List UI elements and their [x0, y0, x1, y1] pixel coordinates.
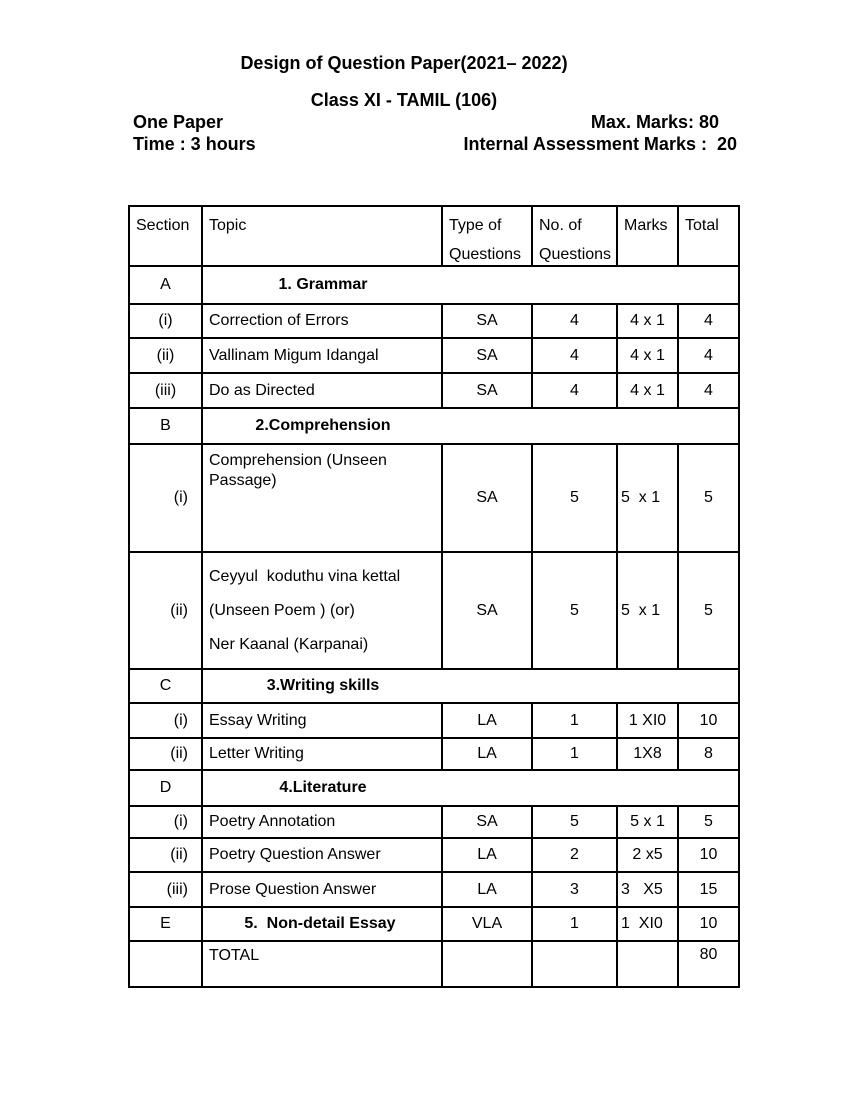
topic-line: Ceyyul koduthu vina kettal [209, 567, 401, 585]
type-cell: VLA [443, 908, 533, 940]
column-header-cell [618, 207, 679, 265]
section-cell: (iii) [130, 374, 203, 407]
topic-cell [203, 873, 443, 906]
table-row [130, 670, 738, 704]
topic-line: Ner Kaanal (Karpanai) [209, 635, 369, 653]
total-cell: 80 [699, 946, 718, 963]
section-cell: (iii) [130, 873, 203, 906]
section-cell: (ii) [130, 839, 203, 871]
total-cell: 5 [704, 813, 713, 830]
type-cell [443, 942, 533, 986]
column-header-cell [533, 207, 618, 265]
topic-cell [203, 839, 443, 871]
column-header-line: Questions [449, 246, 522, 263]
column-header-cell [679, 207, 738, 265]
page-subtitle: Class XI - TAMIL (106) [310, 90, 498, 110]
topic-cell [203, 807, 443, 837]
type-cell: LA [443, 704, 533, 737]
section-cell: E [130, 908, 203, 940]
table-row [130, 873, 738, 908]
section-title: 1. Grammar [278, 276, 368, 293]
total-cell: 10 [699, 915, 718, 932]
section-title: 2.Comprehension [255, 417, 391, 434]
type-cell: LA [443, 839, 533, 871]
type-cell: SA [443, 339, 533, 372]
table-row [130, 409, 738, 445]
marks-cell [618, 942, 679, 986]
design-table [128, 205, 740, 988]
table-row [130, 807, 738, 839]
marks-cell: 1 XI0 [618, 704, 679, 737]
total-cell: 5 [704, 601, 713, 619]
section-cell: (ii) [130, 339, 203, 372]
column-header-cell [203, 207, 443, 265]
num-questions-cell: 5 [533, 445, 618, 551]
topic-line: Vallinam Migum Idangal [209, 346, 379, 364]
column-header-cell [130, 207, 203, 265]
page-title: Design of Question Paper(2021– 2022) [240, 53, 568, 73]
column-header-cell [443, 207, 533, 265]
table-row [130, 704, 738, 739]
column-header-line: Marks [624, 217, 668, 234]
marks-cell: 5 x 1 [618, 553, 679, 668]
marks-cell: 5 x 1 [618, 807, 679, 837]
total-cell: 8 [704, 745, 713, 762]
topic-line: Comprehension (Unseen [209, 452, 387, 469]
section-cell: (i) [130, 305, 203, 337]
num-questions-cell: 4 [533, 339, 618, 372]
topic-line: Do as Directed [209, 381, 315, 399]
marks-cell: 4 x 1 [618, 339, 679, 372]
num-questions-cell [533, 942, 618, 986]
marks-cell: 1X8 [618, 739, 679, 769]
column-header-line: Topic [209, 217, 247, 234]
total-cell: 10 [699, 846, 718, 863]
section-cell: A [130, 267, 203, 303]
column-header-line: Section [136, 217, 190, 234]
internal-assessment-label: Internal Assessment Marks : 20 [463, 134, 737, 154]
table-row [130, 908, 738, 942]
num-questions-cell: 4 [533, 374, 618, 407]
section-cell: (i) [130, 445, 203, 551]
section-cell: C [130, 670, 203, 702]
section-title: 4.Literature [279, 779, 367, 796]
section-cell: B [130, 409, 203, 443]
section-cell: (ii) [130, 553, 203, 668]
type-cell: LA [443, 739, 533, 769]
topic-cell [203, 305, 443, 337]
total-cell: 4 [704, 312, 713, 329]
topic-cell [203, 339, 443, 372]
meta-row-2 [133, 134, 737, 155]
table-row [130, 771, 738, 807]
num-questions-cell: 1 [533, 704, 618, 737]
time-label: Time : 3 hours [133, 134, 256, 154]
topic-line: Correction of Errors [209, 312, 349, 329]
table-row [130, 942, 738, 986]
topic-cell [203, 942, 443, 986]
section-cell [130, 942, 203, 986]
topic-line: Poetry Question Answer [209, 846, 381, 863]
table-row [130, 839, 738, 873]
marks-cell: 1 XI0 [618, 908, 679, 940]
type-cell: SA [443, 305, 533, 337]
topic-line: Essay Writing [209, 711, 307, 729]
column-header-line: Questions [539, 246, 612, 263]
table-row [130, 374, 738, 409]
num-questions-cell: 2 [533, 839, 618, 871]
total-cell: 10 [699, 711, 718, 729]
num-questions-cell: 1 [533, 739, 618, 769]
num-questions-cell: 1 [533, 908, 618, 940]
table-row [130, 305, 738, 339]
section-topic-cell [203, 670, 738, 702]
topic-line: Poetry Annotation [209, 813, 336, 830]
total-cell: 4 [704, 381, 713, 399]
num-questions-cell: 4 [533, 305, 618, 337]
type-cell: SA [443, 445, 533, 551]
topic-cell [203, 908, 443, 940]
marks-cell: 5 x 1 [618, 445, 679, 551]
section-topic-cell [203, 267, 738, 303]
num-questions-cell: 5 [533, 807, 618, 837]
topic-line: (Unseen Poem ) (or) [209, 601, 355, 619]
topic-cell [203, 445, 443, 551]
column-header-line: Type of [449, 217, 502, 234]
one-paper-label: One Paper [133, 112, 224, 132]
marks-cell: 3 X5 [618, 873, 679, 906]
topic-line: Passage) [209, 472, 277, 489]
topic-cell [203, 739, 443, 769]
max-marks-label: Max. Marks: 80 [590, 112, 719, 132]
type-cell: SA [443, 807, 533, 837]
section-cell: (ii) [130, 739, 203, 769]
total-cell: 4 [704, 346, 713, 364]
table-row [130, 739, 738, 771]
topic-line: TOTAL [209, 947, 260, 964]
table-row [130, 267, 738, 305]
topic-line: 5. Non-detail Essay [244, 915, 396, 932]
table-row [130, 445, 738, 553]
section-topic-cell [203, 409, 738, 443]
meta-row-1 [133, 112, 719, 133]
type-cell: SA [443, 553, 533, 668]
topic-cell [203, 553, 443, 668]
topic-line: Prose Question Answer [209, 880, 377, 898]
table-row [130, 339, 738, 374]
table-header-row [130, 207, 738, 267]
section-topic-cell [203, 771, 738, 805]
type-cell: SA [443, 374, 533, 407]
num-questions-cell: 5 [533, 553, 618, 668]
marks-cell: 4 x 1 [618, 374, 679, 407]
type-cell: LA [443, 873, 533, 906]
total-cell: 5 [704, 489, 713, 506]
num-questions-cell: 3 [533, 873, 618, 906]
column-header-line: Total [685, 217, 719, 234]
total-cell: 15 [699, 880, 718, 898]
marks-cell: 2 x5 [618, 839, 679, 871]
topic-cell [203, 374, 443, 407]
topic-line: Letter Writing [209, 745, 304, 762]
section-cell: D [130, 771, 203, 805]
section-cell: (i) [130, 704, 203, 737]
column-header-line: No. of [539, 217, 582, 234]
marks-cell: 4 x 1 [618, 305, 679, 337]
table-row [130, 553, 738, 670]
section-cell: (i) [130, 807, 203, 837]
topic-cell [203, 704, 443, 737]
section-title: 3.Writing skills [266, 677, 380, 694]
